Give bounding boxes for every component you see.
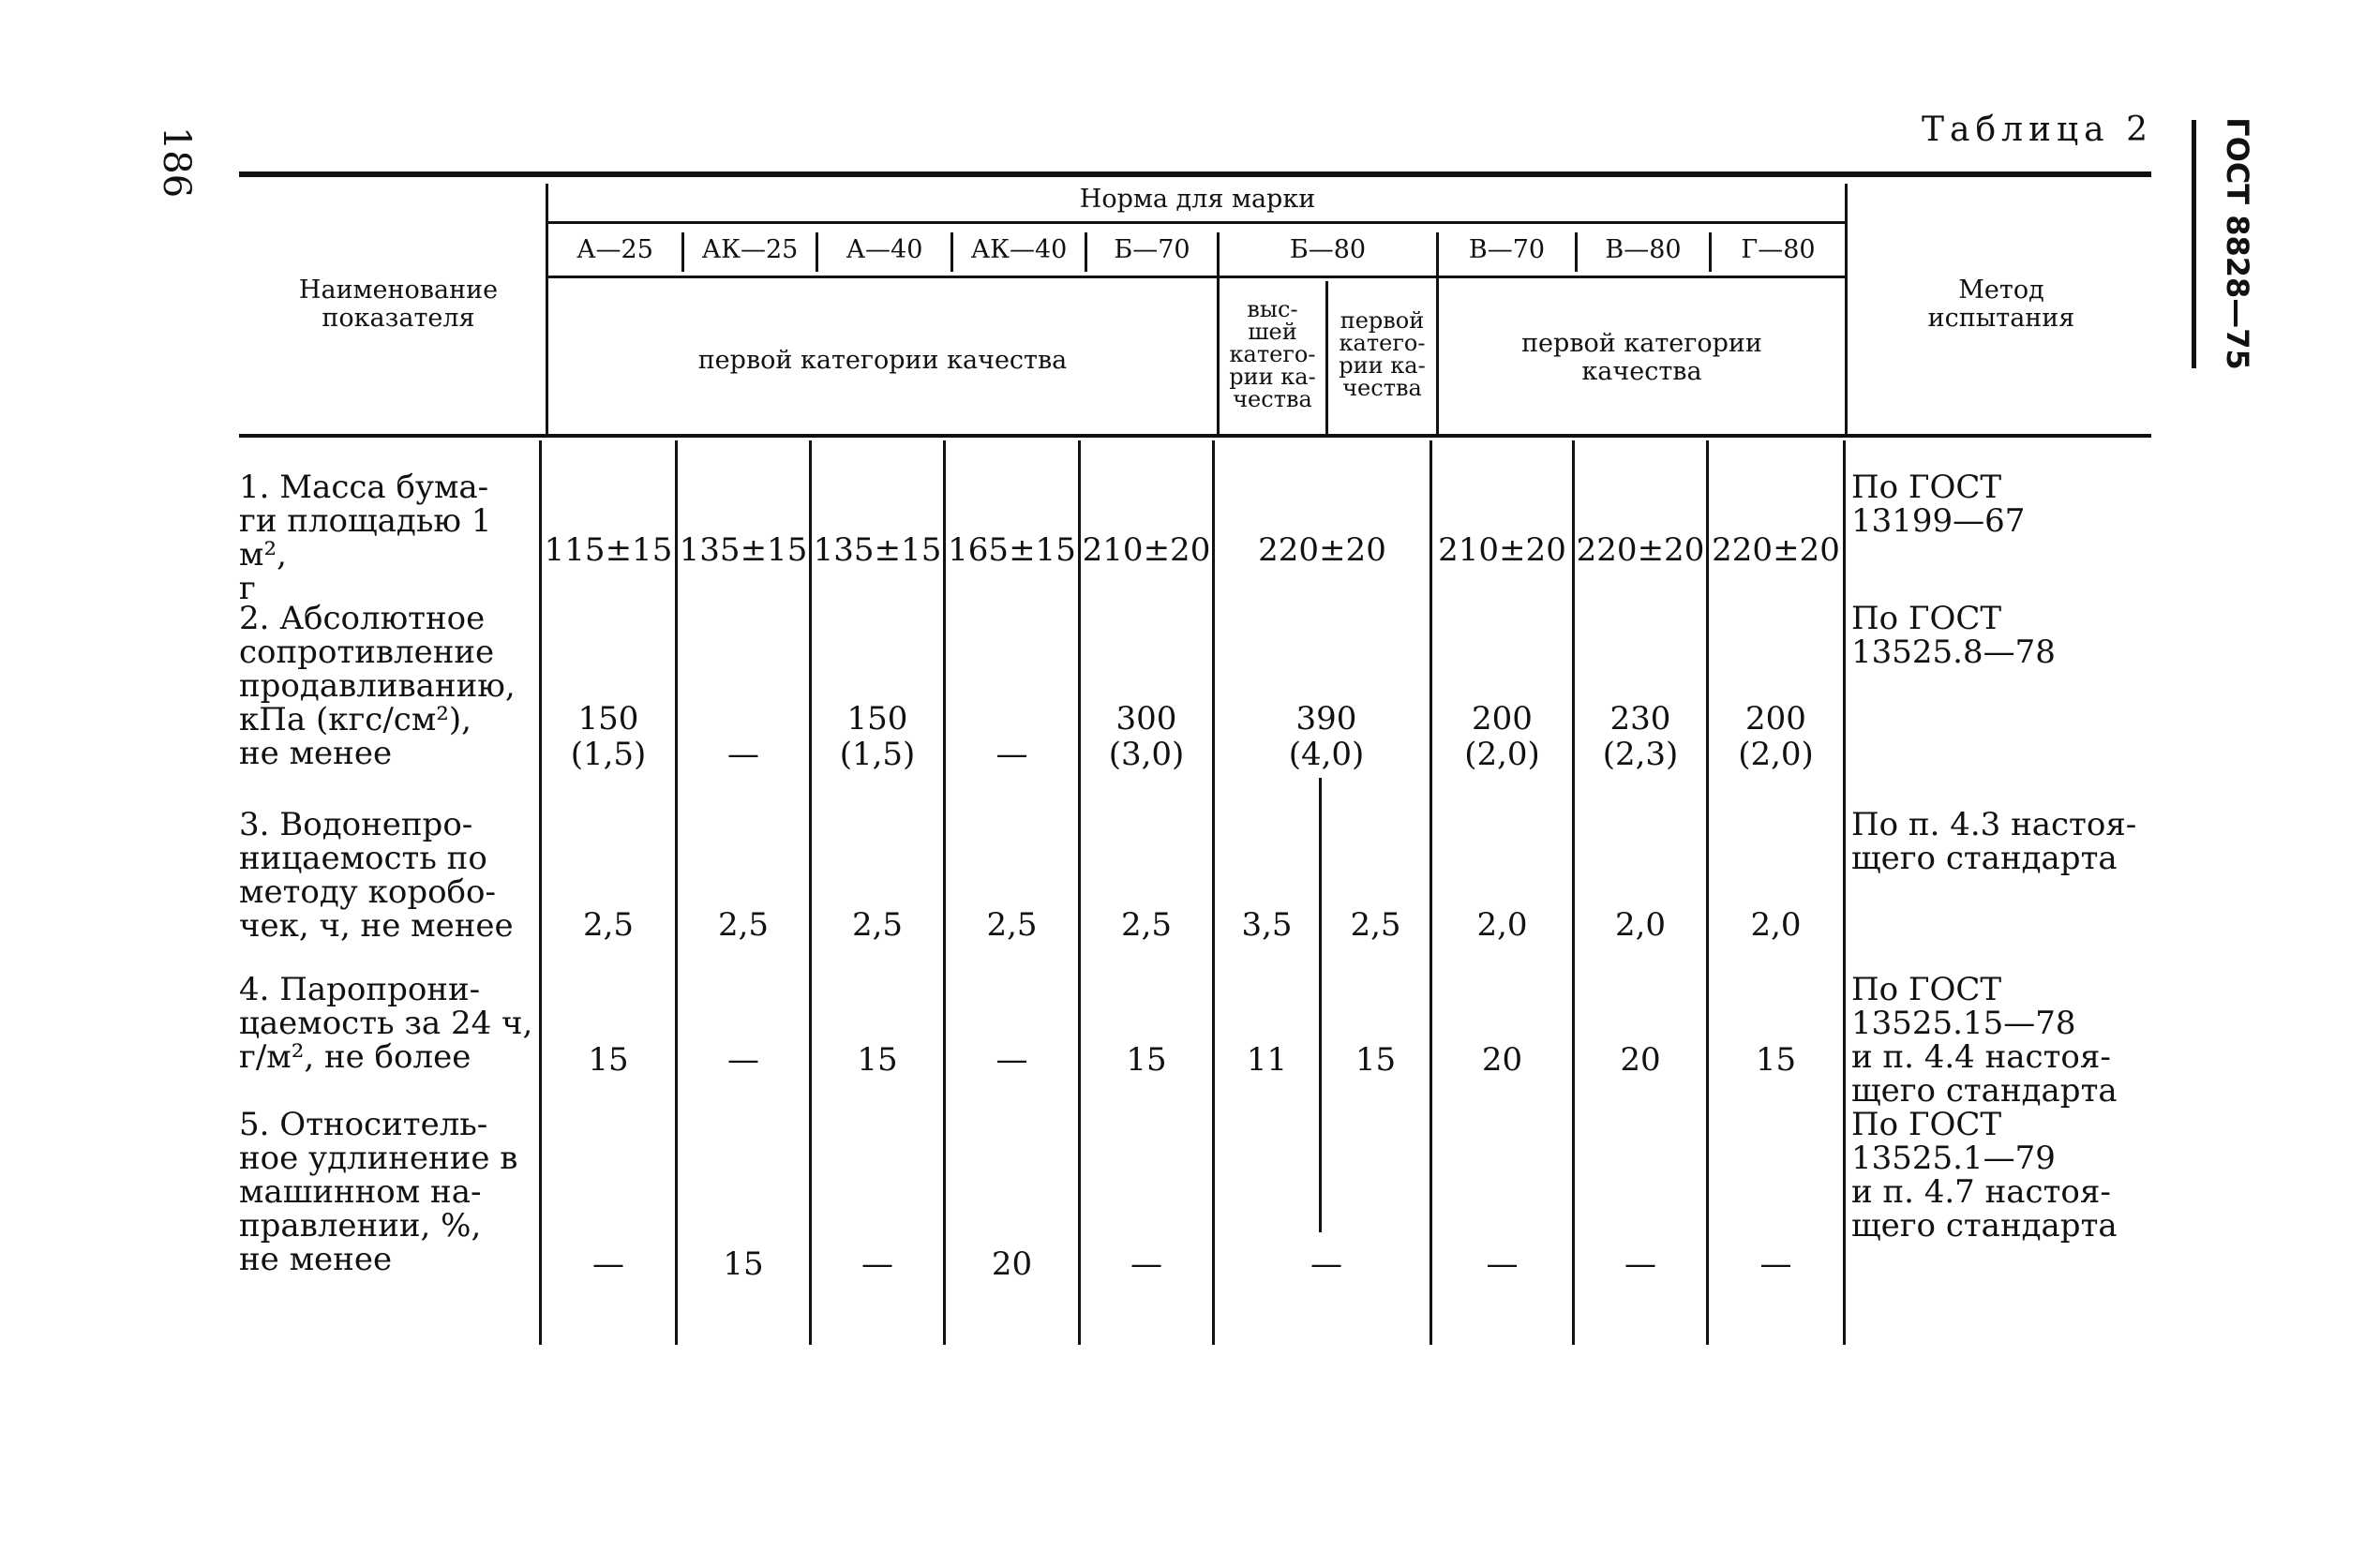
- row-4-method: По ГОСТ 13525.15—78 и п. 4.4 настоя- щего стандарта: [1851, 971, 2118, 1110]
- row-1-g80: 220±20: [1712, 531, 1840, 569]
- row-4-ak40: —: [995, 1041, 1028, 1079]
- row-4-g80: 15: [1755, 1041, 1797, 1079]
- body-vline: [675, 440, 678, 1345]
- row-3-v80: 2,0: [1614, 906, 1667, 944]
- row-5-label: 5. Относитель- ное удлинение в машинном на- правлении, %, не менее: [239, 1106, 518, 1278]
- category-b80-first: первой катего- рии ка- чества: [1339, 307, 1426, 401]
- row-3-v70: 2,0: [1476, 906, 1528, 944]
- side-header: ГОСТ 8828—75: [2220, 117, 2255, 370]
- row-1-a40: 135±15: [813, 531, 942, 569]
- row-4-ak25: —: [727, 1041, 759, 1079]
- row-3-a40: 2,5: [851, 906, 904, 944]
- header-bottom-rule: [239, 434, 2151, 438]
- row-1-ak25: 135±15: [679, 531, 808, 569]
- row-5-method: По ГОСТ 13525.1—79 и п. 4.7 настоя- щего стандарта: [1851, 1106, 2118, 1244]
- row-4-v80: 20: [1620, 1041, 1661, 1079]
- brand-ak25: АК—25: [701, 235, 799, 264]
- row-2-ak40: —: [995, 736, 1028, 773]
- body-vline: [1429, 440, 1432, 1345]
- row-4-b70: 15: [1126, 1041, 1167, 1079]
- row-2-g80: 200 (2,0): [1738, 700, 1814, 773]
- row-3-b80-first: 2,5: [1350, 906, 1401, 944]
- method-header: Метод испытания: [1927, 276, 2075, 333]
- b80-split-line: [1319, 778, 1322, 1232]
- row-4-b80-first: 15: [1355, 1041, 1397, 1079]
- header-vline: [546, 184, 548, 434]
- page-number: 186: [155, 126, 199, 199]
- row-4-label: 4. Паропрони- цаемость за 24 ч, г/м², не более: [239, 971, 533, 1076]
- row-2-method: По ГОСТ 13525.8—78: [1851, 600, 2056, 671]
- row-4-v70: 20: [1481, 1041, 1523, 1079]
- brand-rule: [548, 276, 1847, 278]
- norm-header: Норма для марки: [1079, 185, 1316, 214]
- header-vline: [1845, 184, 1848, 434]
- row-1-v80: 220±20: [1576, 531, 1705, 569]
- row-2-a40: 150 (1,5): [839, 700, 916, 773]
- row-1-label: 1. Масса бума- ги площадью 1 м², г: [239, 469, 492, 607]
- body-vline: [539, 440, 542, 1345]
- brand-b70: Б—70: [1114, 235, 1190, 264]
- body-vline: [1572, 440, 1575, 1345]
- top-rule: [239, 171, 2151, 177]
- body-vline: [1212, 440, 1215, 1345]
- row-1-b80: 220±20: [1258, 531, 1386, 569]
- brand-a25: А—25: [576, 235, 653, 264]
- row-5-v80: —: [1624, 1245, 1656, 1283]
- row-3-method: По п. 4.3 настоя- щего стандарта: [1851, 806, 2137, 877]
- row-2-b80: 390 (4,0): [1288, 700, 1365, 773]
- row-5-b70: —: [1130, 1245, 1162, 1283]
- row-3-b70: 2,5: [1120, 906, 1173, 944]
- row-2-b70: 300 (3,0): [1108, 700, 1185, 773]
- side-header-rule: [2192, 120, 2196, 368]
- row-5-b80: —: [1310, 1245, 1342, 1283]
- brand-g80: Г—80: [1741, 235, 1816, 264]
- body-vline: [943, 440, 946, 1345]
- brand-v70: В—70: [1468, 235, 1546, 264]
- category-first-left: первой категории качества: [697, 346, 1068, 375]
- body-vline: [1706, 440, 1709, 1345]
- row-1-b70: 210±20: [1082, 531, 1211, 569]
- row-2-ak25: —: [727, 736, 759, 773]
- row-3-g80: 2,0: [1750, 906, 1802, 944]
- row-3-label: 3. Водонепро- ницаемость по методу коробо- чек, ч, не менее: [239, 806, 514, 945]
- row-5-a40: —: [861, 1245, 893, 1283]
- row-3-ak25: 2,5: [717, 906, 770, 944]
- table-title: Таблица 2: [1922, 111, 2153, 149]
- row-4-a40: 15: [857, 1041, 898, 1079]
- row-2-v80: 230 (2,3): [1602, 700, 1679, 773]
- row-3-ak40: 2,5: [986, 906, 1038, 944]
- body-vline: [809, 440, 812, 1345]
- row-3-b80-high: 3,5: [1241, 906, 1293, 944]
- row-2-a25: 150 (1,5): [570, 700, 647, 773]
- category-b80-high: выс- шей катего- рии ка- чества: [1229, 296, 1316, 412]
- row-5-ak40: 20: [991, 1245, 1033, 1283]
- row-3-a25: 2,5: [582, 906, 635, 944]
- row-4-a25: 15: [588, 1041, 629, 1079]
- brand-ak40: АК—40: [970, 235, 1068, 264]
- norm-rule: [548, 221, 1847, 224]
- row-1-ak40: 165±15: [948, 531, 1076, 569]
- brand-v80: В—80: [1605, 235, 1682, 264]
- row-2-v70: 200 (2,0): [1464, 700, 1540, 773]
- row-1-v70: 210±20: [1438, 531, 1566, 569]
- row-1-a25: 115±15: [544, 531, 673, 569]
- row-5-v70: —: [1486, 1245, 1519, 1283]
- body-vline: [1843, 440, 1846, 1345]
- row-5-a25: —: [592, 1245, 624, 1283]
- brand-b80: Б—80: [1289, 235, 1367, 264]
- category-first-right: первой категории качества: [1521, 329, 1762, 386]
- indicator-header: Наименование показателя: [298, 276, 499, 333]
- brand-a40: А—40: [846, 235, 923, 264]
- row-1-method: По ГОСТ 13199—67: [1851, 469, 2026, 540]
- row-5-g80: —: [1759, 1245, 1792, 1283]
- body-vline: [1078, 440, 1081, 1345]
- row-2-label: 2. Абсолютное сопротивление продавливанию, кПа (кгс/см²), не менее: [239, 600, 516, 772]
- row-5-ak25: 15: [723, 1245, 764, 1283]
- row-4-b80-high: 11: [1246, 1041, 1288, 1079]
